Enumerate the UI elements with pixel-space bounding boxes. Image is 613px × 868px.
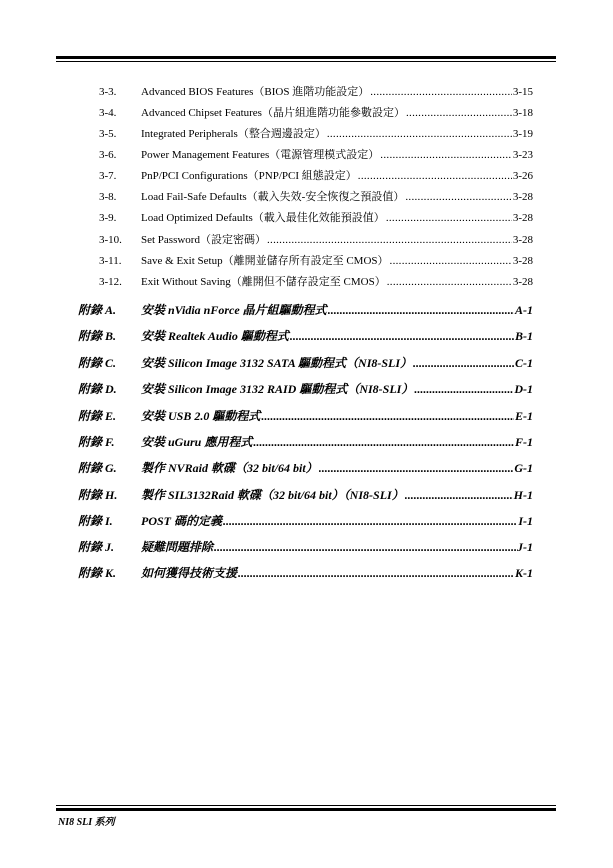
appendix-page: K-1 xyxy=(515,566,533,580)
toc-entry-number: 3-12. xyxy=(99,276,122,288)
toc-entry-number: 3-6. xyxy=(99,149,117,161)
appendix-title: 製作 SIL3132Raid 軟碟（32 bit/64 bit）（NI8-SLI） xyxy=(141,488,404,502)
appendix-page: G-1 xyxy=(514,461,533,475)
toc-leader-dots xyxy=(223,513,517,529)
toc-entry-title: Power Management Features（電源管理模式設定） xyxy=(141,149,380,161)
appendix-page: D-1 xyxy=(514,382,533,396)
toc-appendix-e[interactable] xyxy=(78,408,533,424)
toc-leader-dots xyxy=(413,355,514,371)
toc-entry-number: 3-9. xyxy=(99,212,117,224)
toc-appendix-a[interactable] xyxy=(78,302,533,318)
toc-leader-dots xyxy=(358,169,512,183)
toc-leader-dots xyxy=(267,233,512,247)
toc-entry-3-11[interactable] xyxy=(99,254,533,268)
appendix-title: 疑難問題排除 xyxy=(141,540,214,554)
toc-entry-3-3[interactable] xyxy=(99,85,533,99)
appendix-label: 附錄 K. xyxy=(78,566,117,580)
toc-appendix-b[interactable] xyxy=(78,328,533,344)
toc-leader-dots xyxy=(370,85,512,99)
toc-entry-page: 3-28 xyxy=(512,255,533,267)
toc-appendix-h[interactable] xyxy=(78,487,533,503)
toc-appendix-d[interactable] xyxy=(78,381,533,397)
toc-entry-3-8[interactable] xyxy=(99,190,533,204)
toc-leader-dots xyxy=(319,460,514,476)
appendix-page: C-1 xyxy=(515,356,533,370)
appendix-label: 附錄 D. xyxy=(78,382,117,396)
toc-entry-title: Advanced Chipset Features（晶片組進階功能參數設定） xyxy=(141,107,405,119)
appendix-page: A-1 xyxy=(515,303,533,317)
appendix-label: 附錄 I. xyxy=(78,514,113,528)
toc-entry-title: Integrated Peripherals（整合週邊設定） xyxy=(141,128,326,140)
toc-entry-title: Load Optimized Defaults（載入最佳化效能預設值） xyxy=(141,212,385,224)
header-rule-thin xyxy=(56,61,556,62)
toc-entry-3-5[interactable] xyxy=(99,127,533,141)
toc-appendix-f[interactable] xyxy=(78,434,533,450)
toc-leader-dots xyxy=(328,302,514,318)
appendix-title: 安裝 USB 2.0 驅動程式 xyxy=(141,409,261,423)
toc-entry-3-4[interactable] xyxy=(99,106,533,120)
toc-leader-dots xyxy=(290,328,514,344)
toc-entry-3-7[interactable] xyxy=(99,169,533,183)
toc-leader-dots xyxy=(238,565,514,581)
toc-leader-dots xyxy=(405,190,511,204)
toc-entry-title: Save & Exit Setup（離開並儲存所有設定至 CMOS） xyxy=(141,255,389,267)
toc-leader-dots xyxy=(380,148,512,162)
toc-entry-page: 3-28 xyxy=(512,276,533,288)
appendix-page: F-1 xyxy=(515,435,533,449)
toc-entry-number: 3-11. xyxy=(99,255,122,267)
toc-leader-dots xyxy=(261,408,514,424)
toc-entry-title: Exit Without Saving（離開但不儲存設定至 CMOS） xyxy=(141,276,386,288)
appendix-title: 安裝 Silicon Image 3132 SATA 驅動程式（NI8-SLI） xyxy=(141,356,413,370)
toc-leader-dots xyxy=(386,211,512,225)
toc-leader-dots xyxy=(390,254,512,268)
appendix-title: 安裝 Silicon Image 3132 RAID 驅動程式（NI8-SLI） xyxy=(141,382,414,396)
toc-entry-page: 3-28 xyxy=(512,212,533,224)
appendix-title: 製作 NVRaid 軟碟（32 bit/64 bit） xyxy=(141,461,318,475)
appendix-page: H-1 xyxy=(513,488,533,502)
appendix-label: 附錄 F. xyxy=(78,435,115,449)
appendix-title: 安裝 uGuru 應用程式 xyxy=(141,435,253,449)
toc-entry-page: 3-26 xyxy=(512,170,533,182)
appendix-page: E-1 xyxy=(515,409,533,423)
toc-entry-3-10[interactable] xyxy=(99,233,533,247)
toc-appendix-j[interactable] xyxy=(78,539,533,555)
toc-entry-page: 3-28 xyxy=(512,234,533,246)
toc-appendix-g[interactable] xyxy=(78,460,533,476)
toc-entry-title: Load Fail-Safe Defaults（載入失效-安全恢復之預設值） xyxy=(141,191,405,203)
appendix-title: 安裝 Realtek Audio 驅動程式 xyxy=(141,329,289,343)
appendix-page: I-1 xyxy=(518,514,533,528)
toc-appendix-i[interactable] xyxy=(78,513,533,529)
toc-entry-page: 3-18 xyxy=(512,107,533,119)
appendix-title: POST 碼的定義 xyxy=(141,514,223,528)
appendix-page: B-1 xyxy=(515,329,533,343)
appendix-label: 附錄 A. xyxy=(78,303,117,317)
toc-entry-page: 3-15 xyxy=(512,86,533,98)
toc-leader-dots xyxy=(405,487,513,503)
toc-entry-3-12[interactable] xyxy=(99,275,533,289)
appendix-label: 附錄 G. xyxy=(78,461,117,475)
header-rule xyxy=(56,56,556,59)
toc-entry-3-9[interactable] xyxy=(99,211,533,225)
appendix-label: 附錄 E. xyxy=(78,409,117,423)
toc-leader-dots xyxy=(406,106,512,120)
appendix-label: 附錄 J. xyxy=(78,540,115,554)
toc-entry-number: 3-7. xyxy=(99,170,117,182)
toc-entry-number: 3-5. xyxy=(99,128,117,140)
toc-entry-title: Set Password（設定密碼） xyxy=(141,234,266,246)
toc-leader-dots xyxy=(414,381,513,397)
toc-entry-number: 3-4. xyxy=(99,107,117,119)
toc-leader-dots xyxy=(387,275,512,289)
toc-entry-title: Advanced BIOS Features（BIOS 進階功能設定） xyxy=(141,86,370,98)
toc-entry-page: 3-19 xyxy=(512,128,533,140)
toc-entry-number: 3-3. xyxy=(99,86,117,98)
toc-leader-dots xyxy=(253,434,514,450)
toc-entry-title: PnP/PCI Configurations（PNP/PCI 組態設定） xyxy=(141,170,357,182)
appendix-title: 如何獲得技術支援 xyxy=(141,566,238,580)
toc-entry-page: 3-23 xyxy=(512,149,533,161)
footer-rule xyxy=(56,808,556,811)
footer-rule-thin xyxy=(56,805,556,806)
toc-appendix-k[interactable] xyxy=(78,565,533,581)
appendix-title: 安裝 nVidia nForce 晶片組驅動程式 xyxy=(141,303,327,317)
toc-leader-dots xyxy=(214,539,516,555)
toc-appendix-c[interactable] xyxy=(78,355,533,371)
toc-leader-dots xyxy=(327,127,512,141)
appendix-label: 附錄 H. xyxy=(78,488,118,502)
appendix-page: J-1 xyxy=(517,540,533,554)
toc-entry-number: 3-8. xyxy=(99,191,117,203)
toc-entry-3-6[interactable] xyxy=(99,148,533,162)
toc-entry-number: 3-10. xyxy=(99,234,122,246)
footer-product-name: NI8 SLI 系列 xyxy=(58,817,115,828)
toc-entry-page: 3-28 xyxy=(512,191,533,203)
appendix-label: 附錄 C. xyxy=(78,356,117,370)
appendix-label: 附錄 B. xyxy=(78,329,117,343)
